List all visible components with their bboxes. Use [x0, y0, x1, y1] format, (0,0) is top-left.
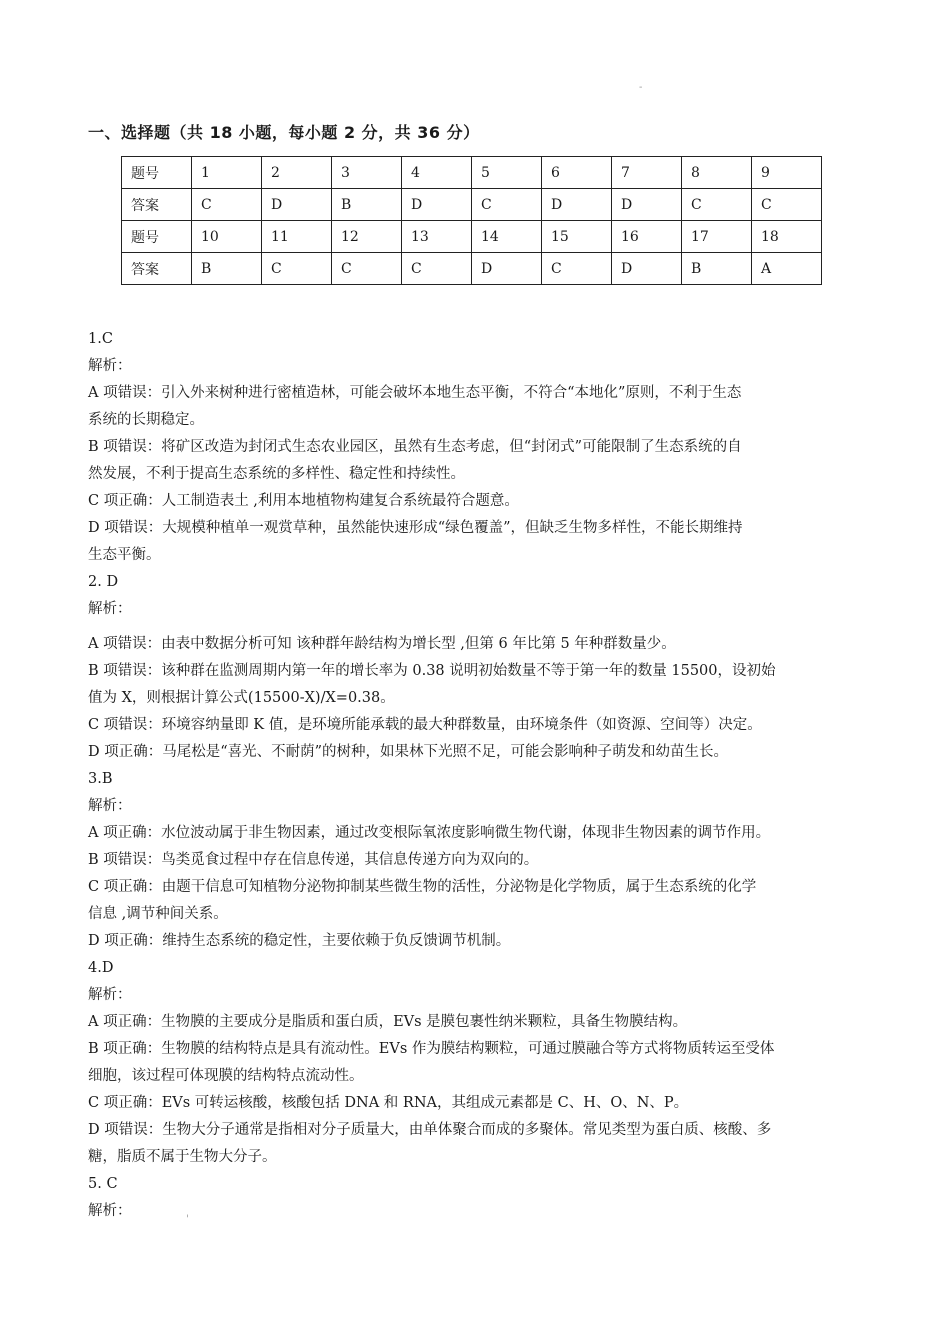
- table-cell: 16: [612, 221, 682, 253]
- text-line: 解析：: [88, 358, 132, 374]
- table-cell: D: [402, 189, 472, 221]
- answer-table: [121, 156, 822, 285]
- table-cell: 7: [612, 157, 682, 189]
- table-cell: D: [612, 253, 682, 285]
- text-line: 解析：: [88, 987, 132, 1003]
- table-cell: D: [542, 189, 612, 221]
- table-cell: B: [682, 253, 752, 285]
- table-cell: 12: [332, 221, 402, 253]
- table-cell: D: [612, 189, 682, 221]
- table-cell: C: [402, 253, 472, 285]
- table-cell: 9: [752, 157, 822, 189]
- table-cell: C: [332, 253, 402, 285]
- table-cell: 11: [262, 221, 332, 253]
- text-line: 解析：: [88, 1203, 132, 1219]
- table-cell: C: [752, 189, 822, 221]
- table-cell: 4: [402, 157, 472, 189]
- table-cell: C: [682, 189, 752, 221]
- table-cell: D: [472, 253, 542, 285]
- table-cell: C: [472, 189, 542, 221]
- text-line: A 项正确：生物膜的主要成分是脂质和蛋白质，EVs 是膜包裹性纳米颗粒，具备生物膜结构。: [88, 1014, 688, 1030]
- text-line: B 项错误：鸟类觅食过程中存在信息传递，其信息传递方向为双向的。: [88, 852, 539, 868]
- text-line: 信息 ,调节种间关系。: [88, 906, 228, 922]
- table-cell: 5: [472, 157, 542, 189]
- section-title: 一、选择题（共 18 小题，每小题 2 分，共 36 分）: [88, 123, 480, 142]
- text-line: 系统的长期稳定。: [88, 412, 204, 428]
- table-cell: B: [332, 189, 402, 221]
- text-line: C 项正确：EVs 可转运核酸，核酸包括 DNA 和 RNA，其组成元素都是 C、H、O、N、P。: [88, 1095, 689, 1111]
- text-line: 2. D: [88, 574, 119, 590]
- text-line: 糖，脂质不属于生物大分子。: [88, 1149, 277, 1165]
- table-cell: 3: [332, 157, 402, 189]
- table-cell: C: [262, 253, 332, 285]
- row-label: 题号: [122, 221, 192, 253]
- table-cell: 6: [542, 157, 612, 189]
- text-line: C 项正确：由题干信息可知植物分泌物抑制某些微生物的活性，分泌物是化学物质，属于生态系统的化学: [88, 879, 757, 895]
- table-cell: 14: [472, 221, 542, 253]
- table-cell: 2: [262, 157, 332, 189]
- text-line: 值为 X，则根据计算公式(15500-X)/X=0.38。: [88, 690, 395, 706]
- table-cell: 10: [192, 221, 262, 253]
- table-cell: B: [192, 253, 262, 285]
- answer-table-row: [122, 189, 822, 221]
- table-cell: 17: [682, 221, 752, 253]
- text-line: A 项错误：引入外来树种进行密植造林，可能会破坏本地生态平衡，不符合“本地化”原则，不利于生态: [88, 385, 742, 401]
- text-line: 解析：: [88, 798, 132, 814]
- spacer: [88, 623, 868, 631]
- table-cell: C: [192, 189, 262, 221]
- explanation-text: [88, 326, 868, 1225]
- text-line: 然发展，不利于提高生态系统的多样性、稳定性和持续性。: [88, 466, 465, 482]
- text-line: 细胞，该过程可体现膜的结构特点流动性。: [88, 1068, 364, 1084]
- text-line: D 项错误：生物大分子通常是指相对分子质量大，由单体聚合而成的多聚体。常见类型为蛋白质、核酸、多: [88, 1122, 772, 1138]
- text-line: D 项正确：马尾松是“喜光、不耐荫”的树种，如果林下光照不足，可能会影响种子萌发和幼苗生长。: [88, 744, 729, 760]
- table-cell: D: [262, 189, 332, 221]
- table-cell: 1: [192, 157, 262, 189]
- text-line: B 项错误：将矿区改造为封闭式生态农业园区，虽然有生态考虑，但“封闭式”可能限制了生态系统的自: [88, 439, 742, 455]
- text-line: C 项错误：环境容纳量即 K 值，是环境所能承载的最大种群数量，由环境条件（如资源、空间等）决定。: [88, 717, 762, 733]
- text-line: A 项错误：由表中数据分析可知 该种群年龄结构为增长型 ,但第 6 年比第 5 年种群数量少。: [88, 636, 676, 652]
- answer-table-row: [122, 253, 822, 285]
- text-line: D 项正确：维持生态系统的稳定性，主要依赖于负反馈调节机制。: [88, 933, 511, 949]
- text-line: 生态平衡。: [88, 547, 161, 563]
- row-label: 答案: [122, 253, 192, 285]
- text-line: 3.B: [88, 771, 113, 787]
- row-label: 答案: [122, 189, 192, 221]
- text-line: B 项正确：生物膜的结构特点是具有流动性。EVs 作为膜结构颗粒，可通过膜融合等方式将物质转运至受体: [88, 1041, 775, 1057]
- page-bottom-mark: ': [186, 1214, 189, 1225]
- row-label: 题号: [122, 157, 192, 189]
- table-cell: 13: [402, 221, 472, 253]
- table-cell: C: [542, 253, 612, 285]
- table-cell: 18: [752, 221, 822, 253]
- table-cell: A: [752, 253, 822, 285]
- text-line: D 项错误：大规模种植单一观赏草种，虽然能快速形成“绿色覆盖”，但缺乏生物多样性，不能长期维持: [88, 520, 743, 536]
- answer-table-row: [122, 221, 822, 253]
- text-line: 1.C: [88, 331, 113, 347]
- text-line: B 项错误：该种群在监测周期内第一年的增长率为 0.38 说明初始数量不等于第一年的数量 15500，设初始: [88, 663, 776, 679]
- text-line: 解析：: [88, 601, 132, 617]
- text-line: C 项正确：人工制造表土 ,利用本地植物构建复合系统最符合题意。: [88, 493, 519, 509]
- table-cell: 8: [682, 157, 752, 189]
- page-top-mark: -: [639, 82, 643, 93]
- text-line: 4.D: [88, 960, 114, 976]
- text-line: A 项正确：水位波动属于非生物因素，通过改变根际氧浓度影响微生物代谢，体现非生物因素的调节作用。: [88, 825, 771, 841]
- table-cell: 15: [542, 221, 612, 253]
- text-line: 5. C: [88, 1176, 118, 1192]
- answer-table-row: [122, 157, 822, 189]
